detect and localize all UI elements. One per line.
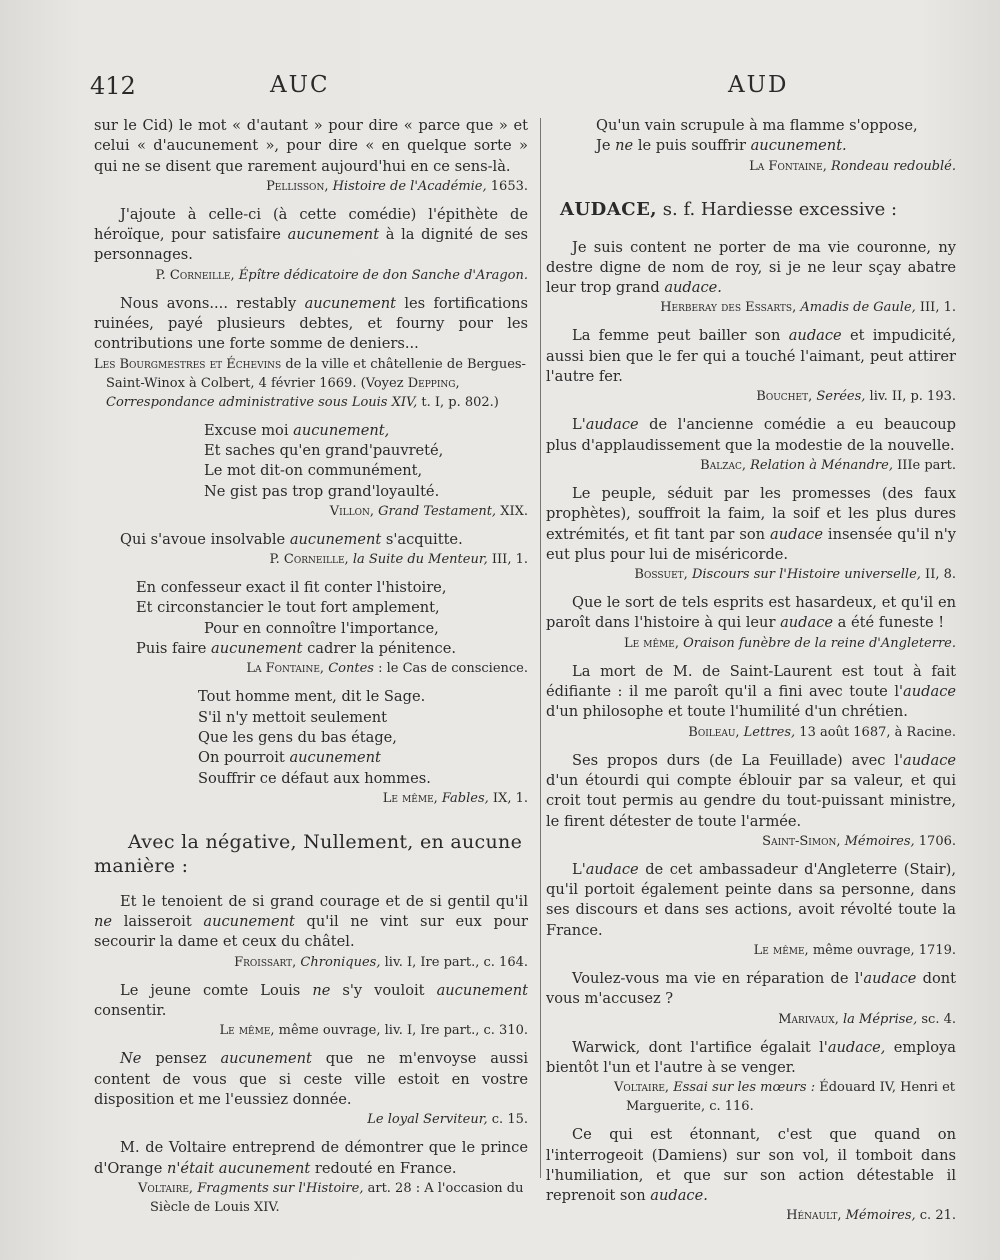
citation: Saint-Simon, Mémoires, 1706. (762, 833, 956, 849)
header-left-guide-word: AUC (270, 72, 330, 98)
verse-line: Tout homme ment, dit le Sage. (198, 688, 426, 706)
header-right-guide-word: AUD (728, 72, 789, 98)
paragraph: Ne pensez aucunement que ne m'envoyse aussi content de vous que si ceste ville estoit en vostre disposition et me l'eussiez donnée. (94, 1050, 528, 1108)
citation: Balzac, Relation à Ménandre, IIIe part. (700, 457, 956, 473)
paragraph: Que le sort de tels esprits est hasardeux, et qu'il en paroît dans l'histoire à qui leur audace a été funeste ! (546, 594, 956, 632)
paragraph: Et le tenoient de si grand courage et de si gentil qu'il ne laisseroit aucunement qu'il ne vint sur eux pour secourir la dame et ceux du châtel. (94, 892, 528, 951)
section-heading: Avec la négative, Nullement, en aucune manière : (94, 830, 523, 877)
paragraph: Qui s'avoue insolvable aucunement s'acquitte. (120, 530, 463, 548)
entry-headword: AUDACE, s. f. Hardiesse excessive : (560, 198, 898, 220)
citation: Pellisson, Histoire de l'Académie, 1653. (266, 178, 528, 194)
paragraph: La mort de M. de Saint-Laurent est tout à fait édifiante : il me paroît qu'il a fini avec toute l'audace d'un philosophe et toute l'humilité d'un chrétien. (546, 662, 956, 721)
paragraph: sur le Cid) le mot « d'autant » pour dire « parce que » et celui « d'aucunement », pour dire « en quelque sorte » qui ne se disent que rarement aujourd'hui en ce sens-là. (94, 117, 528, 175)
paragraph: Voulez-vous ma vie en réparation de l'audace dont vous m'accusez ? (546, 970, 956, 1008)
paragraph: Nous avons.... restably aucunement les fortifications ruinées, payé plusieurs debtes, et fourny pour les contributions une forte somme de deniers... (94, 294, 528, 353)
column-divider (540, 118, 541, 1178)
citation: Voltaire, Essai sur les mœurs : Édouard IV, Henri et Marguerite, c. 116. (614, 1080, 955, 1115)
paragraph: Ce qui est étonnant, c'est que quand on l'interrogeoit (Damiens) sur son vol, il tomboit dans l'humiliation, et que sur son action détestable il reprenoit son audace. (546, 1126, 956, 1205)
verse-line: Ne gist pas trop grand'loyaulté. (204, 482, 440, 500)
paragraph: La femme peut bailler son audace et impudicité, aussi bien que le fer qui a touché l'aimant, peut attirer l'autre fer. (546, 327, 956, 386)
citation: P. Corneille, Épître dédicatoire de don Sanche d'Aragon. (155, 267, 528, 283)
verse-line: Excuse moi aucunement, (204, 421, 390, 439)
paragraph: M. de Voltaire entreprend de démontrer que le prince d'Orange n'était aucunement redouté en France. (94, 1139, 528, 1177)
paragraph: Ses propos durs (de La Feuillade) avec l'audace d'un étourdi qui compte éblouir par sa valeur, et qui croit tout permis au gendre du tout-puissant ministre, le firent détester de toute l'armée. (546, 751, 956, 830)
verse-line: Que les gens du bas étage, (198, 728, 397, 746)
citation: Bouchet, Serées, liv. II, p. 193. (756, 389, 956, 405)
right-column (546, 116, 956, 1234)
paragraph: L'audace de l'ancienne comédie a eu beaucoup plus d'applaudissement que la modestie de la nouvelle. (546, 416, 956, 454)
citation: P. Corneille, la Suite du Menteur, III, 1. (269, 552, 528, 568)
paragraph: Le peuple, séduit par les promesses (des faux prophètes), souffroit la faim, la soif et les plus dures extrémités, et fit tant par son audace insensée qu'il n'y eut plus pour lui de miséricorde. (546, 484, 956, 563)
verse-line: Puis faire aucunement cadrer la pénitence. (136, 640, 456, 658)
verse-line: Je ne le puis souffrir aucunement. (596, 137, 847, 155)
citation: Villon, Grand Testament, XIX. (329, 503, 528, 519)
verse-line: En confesseur exact il fit conter l'histoire, (136, 579, 447, 597)
citation: Herberay des Essarts, Amadis de Gaule, III, 1. (660, 300, 956, 316)
verse-line: Et saches qu'en grand'pauvreté, (204, 441, 444, 459)
verse-line: Souffrir ce défaut aux hommes. (198, 769, 431, 787)
citation: Le loyal Serviteur, c. 15. (367, 1112, 528, 1128)
citation: Boileau, Lettres, 13 août 1687, à Racine. (688, 724, 956, 740)
paragraph: Je suis content ne porter de ma vie couronne, ny destre digne de nom de roy, si je ne leur sçay abatre leur trop grand audace. (546, 238, 956, 297)
citation: Marivaux, la Méprise, sc. 4. (778, 1011, 956, 1027)
citation: Voltaire, Fragments sur l'Histoire, art. 28 : A l'occasion du Siècle de Louis XIV. (138, 1180, 524, 1215)
page-number: 412 (90, 72, 136, 100)
citation: La Fontaine, Contes : le Cas de conscience. (246, 661, 528, 677)
citation: Le même, Fables, IX, 1. (382, 790, 528, 806)
citation: Bossuet, Discours sur l'Histoire universelle, II, 8. (634, 567, 956, 583)
left-column (94, 116, 528, 1226)
paragraph: L'audace de cet ambassadeur d'Angleterre (Stair), qu'il portoit également peinte dans sa personne, dans ses discours et dans ses actions, avoit révolté toute la France. (546, 860, 956, 939)
citation: Les Bourgmestres et Échevins de la ville et châtellenie de Bergues-Saint-Winox à Colbert, 4 février 1669. (Voyez Depping, Correspondance administrative sous Louis XIV, t. I, p. 802.) (94, 356, 526, 410)
citation: La Fontaine, Rondeau redoublé. (749, 158, 956, 174)
paragraph: Warwick, dont l'artifice égalait l'audace, employa bientôt l'un et l'autre à se venger. (546, 1038, 956, 1076)
verse-line: Qu'un vain scrupule à ma flamme s'oppose, (596, 117, 918, 134)
verse-line: S'il n'y mettoit seulement (198, 708, 388, 726)
citation: Hénault, Mémoires, c. 21. (786, 1208, 956, 1224)
citation: Le même, même ouvrage, 1719. (753, 943, 956, 959)
paragraph: J'ajoute à celle-ci (à cette comédie) l'épithète de héroïque, pour satisfaire aucunement à la dignité de ses personnages. (94, 205, 529, 264)
verse-line: Pour en connoître l'importance, (204, 619, 439, 637)
verse-line: On pourroit aucunement (198, 749, 381, 767)
verse-line: Et circonstancier le tout fort amplement, (136, 599, 440, 617)
citation: Le même, même ouvrage, liv. I, Ire part., c. 310. (219, 1023, 528, 1039)
verse-line: Le mot dit-on communément, (204, 462, 423, 480)
running-header (0, 72, 1000, 112)
citation: Froissart, Chroniques, liv. I, Ire part., c. 164. (234, 954, 528, 970)
paragraph: Le jeune comte Louis ne s'y vouloit aucunement consentir. (94, 981, 529, 1020)
citation: Le même, Oraison funèbre de la reine d'Angleterre. (623, 635, 956, 651)
